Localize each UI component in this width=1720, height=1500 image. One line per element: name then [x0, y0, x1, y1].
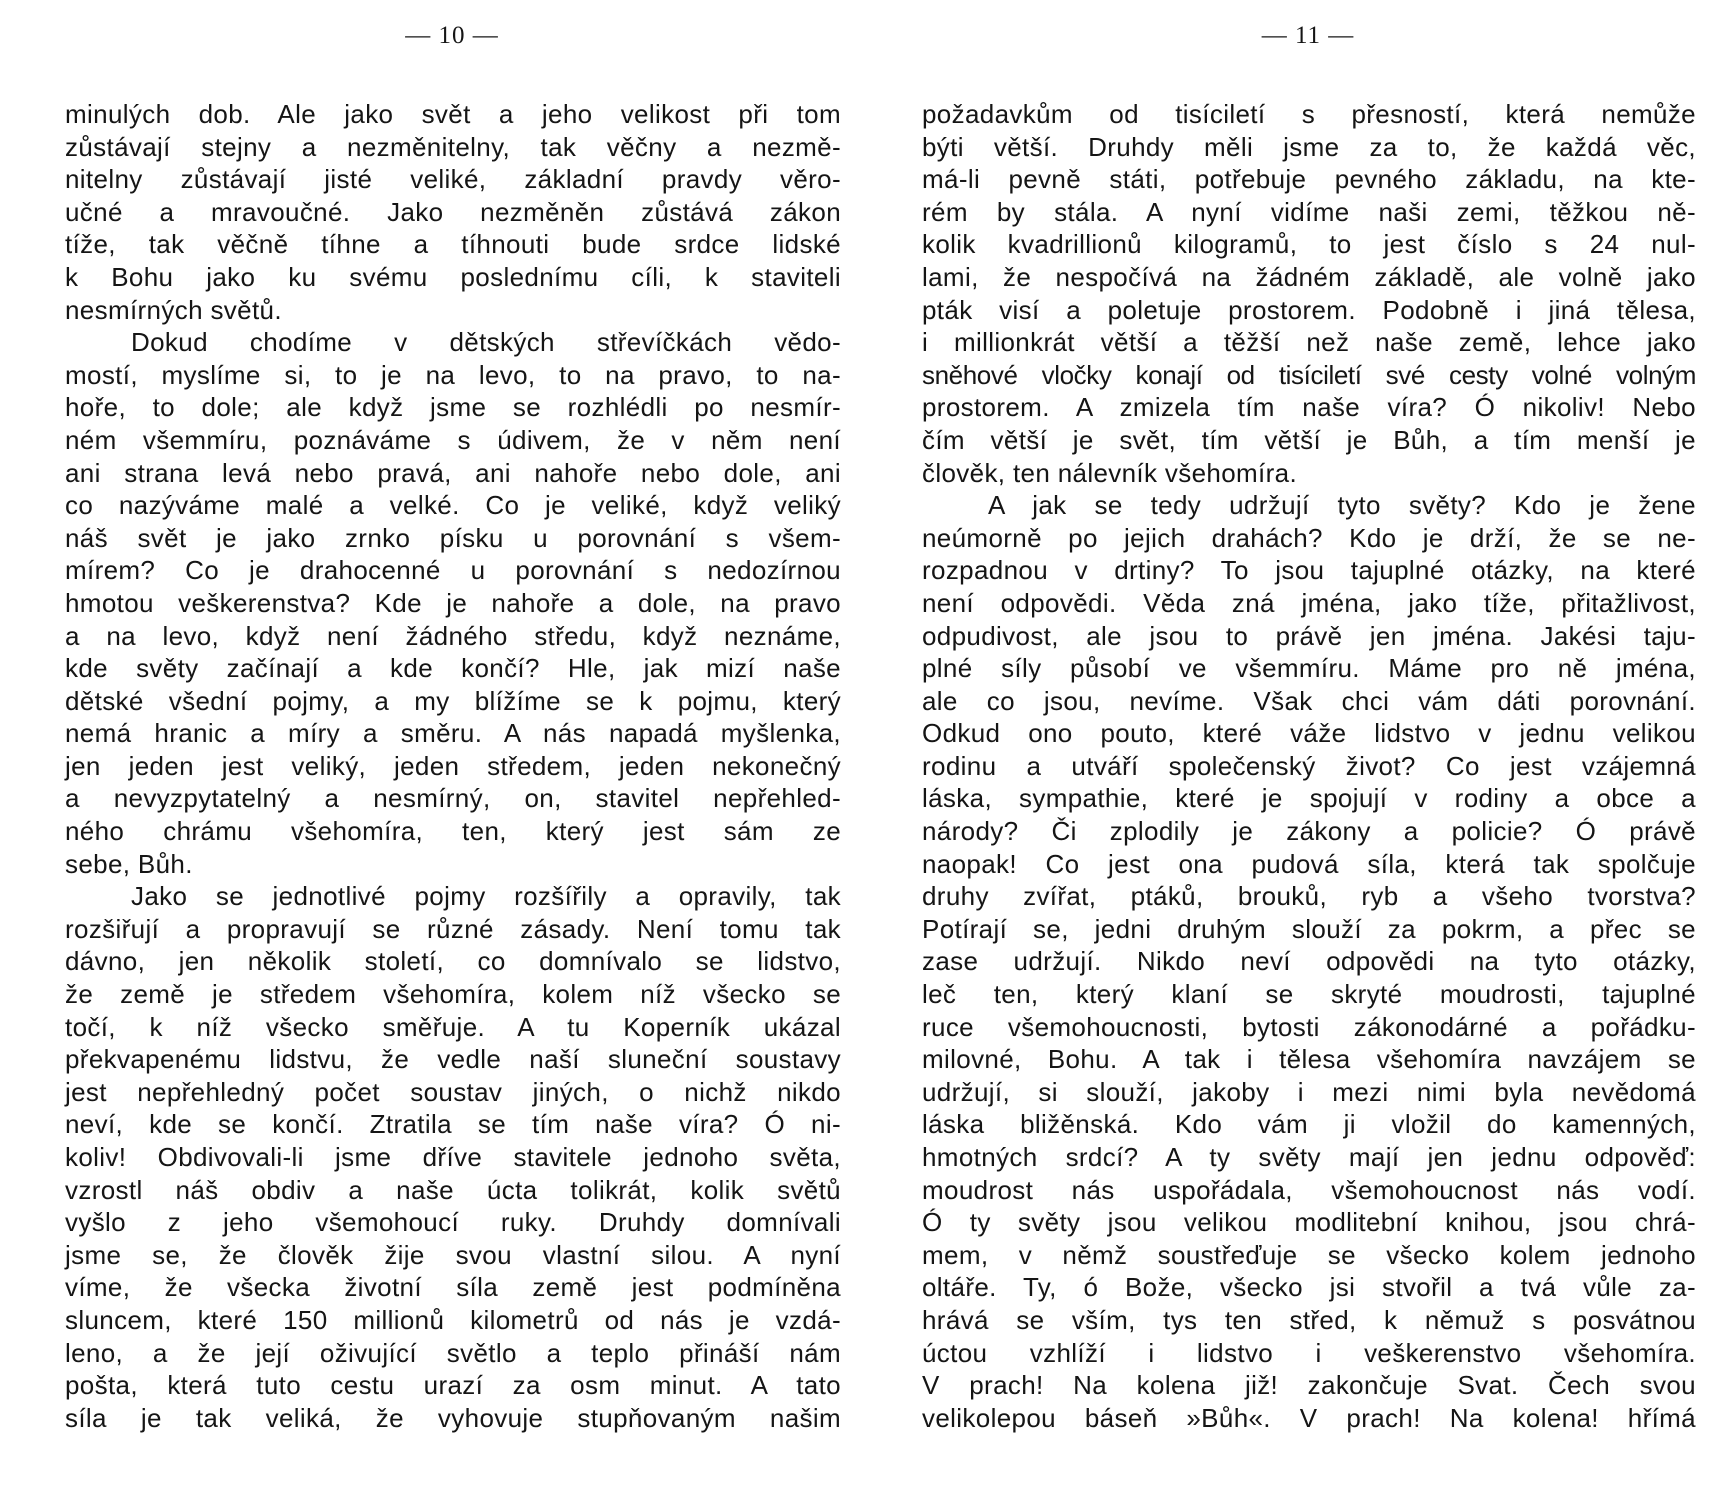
text-line: nemá hranic a míry a směru. A nás napadá myšlenka, [65, 718, 841, 749]
text-line: i millionkrát větší a těžší než naše země, lehce jako [922, 327, 1696, 358]
text-line: Potírají se, jedni druhým slouží za pokrm, a přec se [922, 913, 1696, 944]
text-line: úctou vzhlíží i lidstvo i veškerenstvo všehomíra. [922, 1337, 1696, 1368]
text-line: jen jeden jest veliký, jeden středem, jeden nekonečný [65, 750, 841, 781]
text-line: ruce všemohoucnosti, bytosti zákonodárné a pořádku- [922, 1011, 1696, 1042]
text-line: mostí, myslíme si, to je na levo, to na pravo, to na- [65, 359, 841, 390]
text-line: Ó ty světy jsou velikou modlitební knihou, jsou chrá- [922, 1207, 1696, 1238]
text-line: naopak! Co jest ona pudová síla, která tak spolčuje [922, 848, 1696, 879]
text-line: odpudivost, ale jsou to právě jen jména. Jakési taju- [922, 620, 1696, 651]
text-line: hoře, to dole; ale když jsme se rozhlédli po nesmír- [65, 392, 841, 423]
text-line: milovné, Bohu. A tak i tělesa všehomíra navzájem se [922, 1044, 1696, 1075]
text-line: hmotných srdcí? A ty světy mají jen jednu odpověď: [922, 1142, 1696, 1172]
text-line: sluncem, které 150 millionů kilometrů od nás je vzdá- [65, 1304, 841, 1335]
text-line: udržují, si slouží, jakoby i mezi nimi byla nevědomá [922, 1076, 1696, 1107]
text-line: má-li pevně státi, potřebuje pevného základu, na kte- [922, 164, 1696, 195]
text-line: leno, a že její oživující světlo a teplo přináší nám [65, 1337, 841, 1368]
text-line: lami, že nespočívá na žádném základě, ale volně jako [922, 261, 1696, 292]
text-line: národy? Či zplodily je zákony a policie? Ó právě [922, 816, 1696, 847]
right-page-text [922, 98, 1696, 1434]
text-line: moudrost nás uspořádala, všemohoucnost nás vodí. [922, 1174, 1696, 1205]
text-line: koliv! Obdivovali-li jsme dříve stavitele jednoho světa, [65, 1142, 841, 1172]
text-line: minulých dob. Ale jako svět a jeho velikost při tom [65, 99, 841, 129]
left-page-number: — 10 — [405, 22, 499, 49]
text-line: hmotou veškerenstva? Kde je nahoře a dole, na pravo [65, 587, 841, 618]
text-line: člověk, ten nálevník všehomíra. [922, 457, 1298, 488]
text-line: rodinu a utváří společenský život? Co jest vzájemná [922, 750, 1696, 781]
text-line: ale co jsou, nevíme. Však chci vám dáti porovnání. [922, 685, 1696, 716]
text-line: kolik kvadrillionů kilogramů, to jest číslo s 24 nul- [922, 229, 1696, 260]
text-line: mírem? Co je drahocenné u porovnání s nedozírnou [65, 555, 841, 586]
paragraph-start-line: Jako se jednotlivé pojmy rozšířily a opravily, tak [131, 881, 841, 912]
left-page-text [65, 98, 841, 1434]
paragraph-start-line: A jak se tedy udržují tyto světy? Kdo je žene [988, 490, 1696, 521]
text-line: hrává se vším, tys ten střed, k němuž s posvátnou [922, 1304, 1696, 1335]
text-line: kde světy začínají a kde končí? Hle, jak mizí naše [65, 653, 841, 684]
text-line: ného chrámu všehomíra, ten, který jest sám ze [65, 816, 841, 847]
text-line: vyšlo z jeho všemohoucí ruky. Druhdy domnívali [65, 1207, 841, 1238]
text-line: prostorem. A zmizela tím naše víra? Ó nikoliv! Nebo [922, 392, 1696, 423]
text-line: jsme se, že člověk žije svou vlastní silou. A nyní [65, 1239, 841, 1270]
text-line: a nevyzpytatelný a nesmírný, on, stavitel nepřehled- [65, 783, 841, 814]
text-line: dětské všední pojmy, a my blížíme se k pojmu, který [65, 685, 841, 716]
text-line: vzrostl náš obdiv a naše úcta tolikrát, kolik světů [65, 1174, 841, 1205]
text-line: síla je tak veliká, že vyhovuje stupňovaným našim [65, 1402, 841, 1433]
text-line: tíže, tak věčně tíhne a tíhnouti bude srdce lidské [65, 229, 841, 260]
text-line: učné a mravoučné. Jako nezměněn zůstává zákon [65, 196, 841, 227]
text-line: nesmírných světů. [65, 294, 282, 325]
text-line: rozšiřují a propravují se různé zásady. Není tomu tak [65, 913, 841, 944]
text-line: dávno, jen několik století, co domnívalo se lidstvo, [65, 946, 841, 977]
text-line: zůstávají stejny a nezměnitelny, tak věčny a nezmě- [65, 131, 841, 162]
text-line: jest nepřehledný počet soustav jiných, o nichž nikdo [65, 1076, 841, 1107]
text-line: co nazýváme malé a velké. Co je veliké, když veliký [65, 490, 841, 521]
text-line: oltáře. Ty, ó Bože, všecko jsi stvořil a tvá vůle za- [922, 1272, 1696, 1303]
right-page-number: — 11 — [1261, 22, 1355, 49]
text-line: k Bohu jako ku svému poslednímu cíli, k staviteli [65, 261, 841, 292]
text-line: neúmorně po jejich drahách? Kdo je drží, že se ne- [922, 522, 1696, 553]
text-line: zase udržují. Nikdo neví odpovědi na tyto otázky, [922, 946, 1696, 977]
text-line: V prach! Na kolena již! zakončuje Svat. Čech svou [922, 1370, 1696, 1401]
text-line: rozpadnou v drtiny? To jsou tajuplné otázky, na které [922, 555, 1696, 586]
text-line: ani strana levá nebo pravá, ani nahoře nebo dole, ani [65, 457, 841, 488]
paragraph-start-line: Dokud chodíme v dětských střevíčkách vědo- [131, 327, 841, 358]
text-line: čím větší je svět, tím větší je Bůh, a tím menší je [922, 424, 1696, 455]
text-line: nitelny zůstávají jisté veliké, základní pravdy věro- [65, 164, 841, 195]
text-line: točí, k níž všecko směřuje. A tu Koperník ukázal [65, 1011, 841, 1042]
text-line: neví, kde se končí. Ztratila se tím naše víra? Ó ni- [65, 1109, 841, 1140]
text-line: náš svět je jako zrnko písku u porovnání s všem- [65, 522, 841, 553]
text-line: pošta, která tuto cestu urazí za osm minut. A tato [65, 1370, 841, 1401]
text-line: rém by stála. A nyní vidíme naši zemi, těžkou ně- [922, 196, 1696, 227]
text-line: že země je středem všehomíra, kolem níž všecko se [65, 979, 841, 1010]
text-line: býti větší. Druhdy měli jsme za to, že každá věc, [922, 131, 1696, 162]
text-line: sněhové vločky konají od tisíciletí své cesty volné volným [922, 359, 1696, 390]
text-line: sebe, Bůh. [65, 848, 193, 879]
text-line: leč ten, který klaní se skryté moudrosti, tajuplné [922, 979, 1696, 1010]
text-line: ném všemmíru, poznáváme s údivem, že v něm není [65, 424, 841, 455]
text-line: Odkud ono pouto, které váže lidstvo v jednu velikou [922, 718, 1696, 749]
text-line: láska bližěnská. Kdo vám ji vložil do kamenných, [922, 1109, 1696, 1140]
text-line: plné síly působí ve všemmíru. Máme pro ně jména, [922, 653, 1696, 684]
text-line: požadavkům od tisíciletí s přesností, která nemůže [922, 99, 1696, 129]
text-line: mem, v němž soustřeďuje se všecko kolem jednoho [922, 1239, 1696, 1270]
text-line: druhy zvířat, ptáků, brouků, ryb a všeho tvorstva? [922, 881, 1696, 912]
text-line: a na levo, když není žádného středu, když neznáme, [65, 620, 841, 651]
text-line: velikolepou báseň »Bůh«. V prach! Na kolena! hřímá [922, 1402, 1696, 1433]
text-line: pták visí a poletuje prostorem. Podobně i jiná tělesa, [922, 294, 1696, 325]
text-line: není odpovědi. Věda zná jména, jako tíže, přitažlivost, [922, 587, 1696, 618]
text-line: láska, sympathie, které je spojují v rodiny a obce a [922, 783, 1696, 814]
text-line: překvapenému lidstvu, že vedle naší sluneční soustavy [65, 1044, 841, 1075]
text-line: víme, že všecka životní síla země jest podmíněna [65, 1272, 841, 1303]
